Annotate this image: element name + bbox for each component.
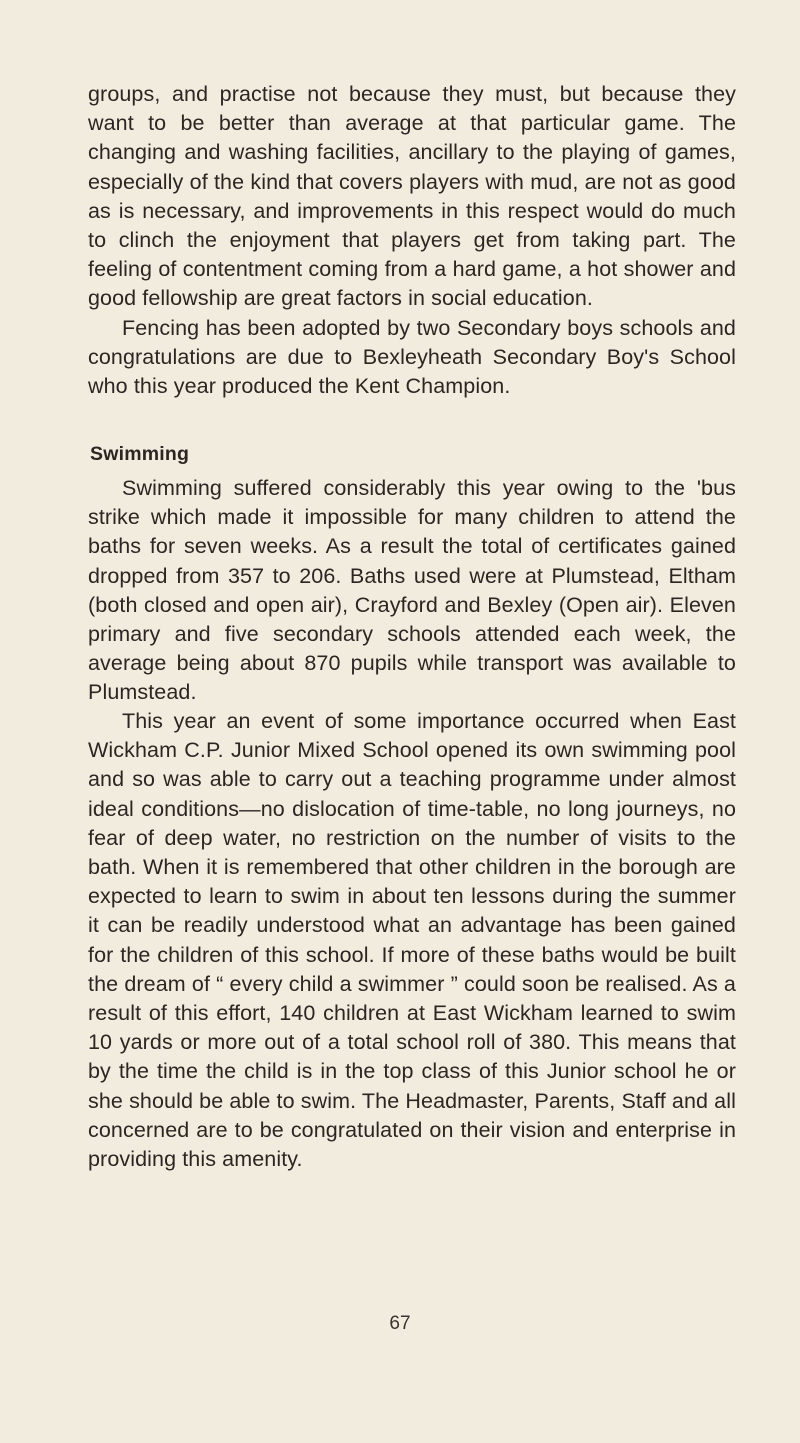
intro-text-block [88,80,736,401]
swimming-text-block-1 [88,474,736,708]
page-number: 67 [389,1313,411,1334]
paragraph-swimming-east-wickham: This year an event of some importance occurred when East Wickham C.P. Junior Mixed School opened its own swimming pool and so was able to carry out a teaching programme under almost ideal conditions—no dislocation of time-table, no long journeys, no fear of deep water, no restriction on the number of visits to the bath. When it is remembered that other children in the borough are expected to learn to swim in about ten lessons during the summer it can be readily understood what an advantage has been gained for the children of this school. If more of these baths would be built the dream of “ every child a swimmer ” could soon be realised. As a result of this effort, 140 children at East Wickham learned to swim 10 yards or more out of a total school roll of 380. This means that by the time the child is in the top class of this Junior school he or she should be able to swim. The Headmaster, Parents, Staff and all concerned are to be congratulated on their vision and enterprise in providing this amenity. [88,709,736,1172]
paragraph-games-facilities: groups, and practise not because they must, but because they want to be better than average at that particular game. The changing and washing facilities, ancillary to the playing of games, especially of the kind that covers players with mud, are not as good as is necessary, and improvements in this respect would do much to clinch the enjoyment that players get from taking part. The feeling of contentment coming from a hard game, a hot shower and good fellowship are great factors in social education. [88,82,736,311]
paragraph-fencing: Fencing has been adopted by two Secondary boys schools and congratulations are due to Bexleyheath Secondary Boy's School who this year produced the Kent Champion. [88,315,736,399]
section-heading-swimming: Swimming [90,443,190,465]
swimming-text-block-2 [88,707,736,1174]
paragraph-swimming-bus-strike: Swimming suffered considerably this year owing to the 'bus strike which made it impossible for many children to attend the baths for seven weeks. As a result the total of certificates gained dropped from 357 to 206. Baths used were at Plumstead, Eltham (both closed and open air), Crayford and Bexley (Open air). Eleven primary and five secondary schools attended each week, the average being about 870 pupils while transport was available to Plumstead. [88,476,736,705]
